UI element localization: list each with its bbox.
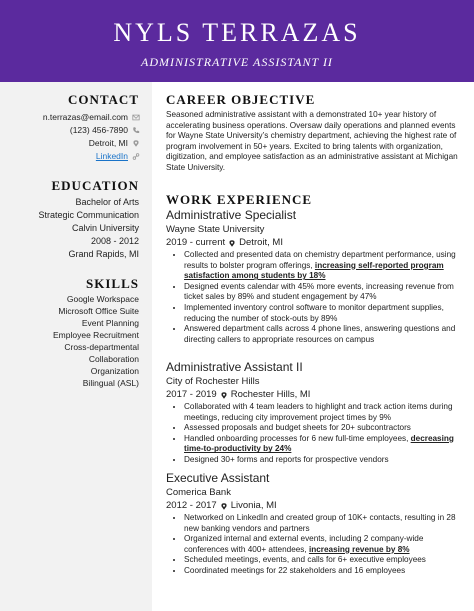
job-title: Executive Assistant — [166, 471, 270, 485]
resume-header — [0, 0, 474, 82]
job-dates: 2017 - 2019 — [166, 389, 217, 400]
job-company: Wayne State University — [166, 224, 265, 235]
location-pin-icon — [220, 502, 228, 511]
email-icon — [132, 113, 140, 122]
job-meta — [166, 237, 283, 249]
job-bullets — [170, 250, 462, 345]
education-school: Calvin University — [71, 223, 139, 233]
bullet-item: • Collaborated with 4 team leaders to highlight and track action items during meetings, reducing city improvement project times by 9% — [184, 402, 462, 423]
education-city: Grand Rapids, MI — [68, 249, 139, 259]
education-degree: Bachelor of Arts — [75, 197, 139, 207]
contact-location — [89, 137, 140, 150]
bullet-item: • Coordinated meetings for 22 stakeholders and 16 employees — [184, 566, 462, 577]
bullet-item: • Designed events calendar with 45% more events, increasing revenue from ticket sales by 89% and student engagement by 47% — [184, 282, 462, 303]
objective-heading: CAREER OBJECTIVE — [166, 92, 316, 107]
location-pin-icon — [220, 391, 228, 400]
job-location: Detroit, MI — [239, 237, 283, 248]
email-text: n.terrazas@email.com — [42, 112, 128, 122]
job-dates: 2019 - current — [166, 237, 226, 248]
bullet-item: • Answered department calls across 4 phone lines, answering questions and directing callers to appropriate resources on campus — [184, 324, 462, 345]
bullet-item: • Collected and presented data on chemistry department performance, using results to bolster program offerings, increasing self-reported program satisfaction among students by 18% — [184, 250, 462, 282]
candidate-name: NYLS TERRAZAS — [113, 18, 361, 47]
job-company: City of Rochester Hills — [166, 376, 260, 387]
skill-item: Organization — [90, 366, 139, 376]
job-dates: 2012 - 2017 — [166, 500, 217, 511]
job-title: Administrative Assistant II — [166, 360, 303, 374]
skill-item: Event Planning — [81, 318, 139, 328]
contact-linkedin — [96, 150, 140, 163]
skill-item: Cross-departmental — [64, 342, 139, 352]
phone-text: (123) 456-7890 — [69, 125, 128, 135]
linkedin-link[interactable]: LinkedIn — [95, 151, 128, 161]
bullet-item: • Assessed proposals and budget sheets for 20+ subcontractors — [184, 423, 462, 434]
skill-item: Bilingual (ASL) — [82, 378, 139, 388]
job-bullets — [170, 513, 462, 577]
bullet-item: • Designed 30+ forms and reports for prospective vendors — [184, 455, 462, 466]
skill-item: Employee Recruitment — [53, 330, 139, 340]
main-column — [152, 82, 474, 611]
education-major: Strategic Communication — [38, 210, 139, 220]
education-block — [38, 196, 139, 261]
job-location: Livonia, MI — [230, 500, 277, 511]
bullet-item: • Networked on LinkedIn and created group of 10K+ contacts, resulting in 28 new banking vendors and partners — [184, 513, 462, 534]
job-title: Administrative Specialist — [166, 208, 297, 222]
job-meta — [166, 389, 310, 401]
bullet-item: • Implemented inventory control software to monitor department supplies, reducing the number of stock-outs by 89% — [184, 303, 462, 324]
job-bullets — [170, 402, 462, 466]
phone-icon — [132, 126, 140, 135]
contact-phone — [70, 124, 140, 137]
skill-item: Microsoft Office Suite — [58, 306, 139, 316]
skills-heading: SKILLS — [86, 276, 139, 291]
education-years: 2008 - 2012 — [90, 236, 139, 246]
location-pin-icon — [132, 139, 140, 148]
location-pin-icon — [228, 239, 236, 248]
job-company: Comerica Bank — [166, 487, 231, 498]
sidebar — [0, 82, 152, 611]
skills-list — [53, 293, 139, 389]
bullet-item: • Organized internal and external events, including 2 company-wide conferences with 400+ attendees, increasing revenue by 8% — [184, 534, 462, 555]
job-meta — [166, 500, 277, 512]
linkedin-icon — [132, 152, 140, 161]
experience-heading: WORK EXPERIENCE — [166, 192, 313, 207]
education-heading: EDUCATION — [51, 178, 139, 193]
skill-item: Collaboration — [88, 354, 139, 364]
candidate-role: ADMINISTRATIVE ASSISTANT II — [141, 55, 333, 69]
job-location: Rochester Hills, MI — [230, 389, 311, 400]
skill-item: Google Workspace — [66, 294, 139, 304]
bullet-item: • Handled onboarding processes for 6 new full-time employees, decreasing time-to-productivity by 24% — [184, 434, 462, 455]
contact-heading: CONTACT — [67, 92, 139, 107]
objective-text: Seasoned administrative assistant with a demonstrated 10+ year history of accelerating business operations. Oversaw daily operations and planned events for Wayne State University’s chemistry department, achieving the highest rate of program involvement in 50+ years. Excited to bring talents with organization, digitization, and employee satisfaction as an administrative assistant at Michigan State University. — [166, 110, 458, 172]
location-text: Detroit, MI — [88, 138, 128, 148]
bullet-item: • Scheduled meetings, events, and calls for 6+ executive employees — [184, 555, 462, 566]
contact-email — [43, 111, 140, 124]
